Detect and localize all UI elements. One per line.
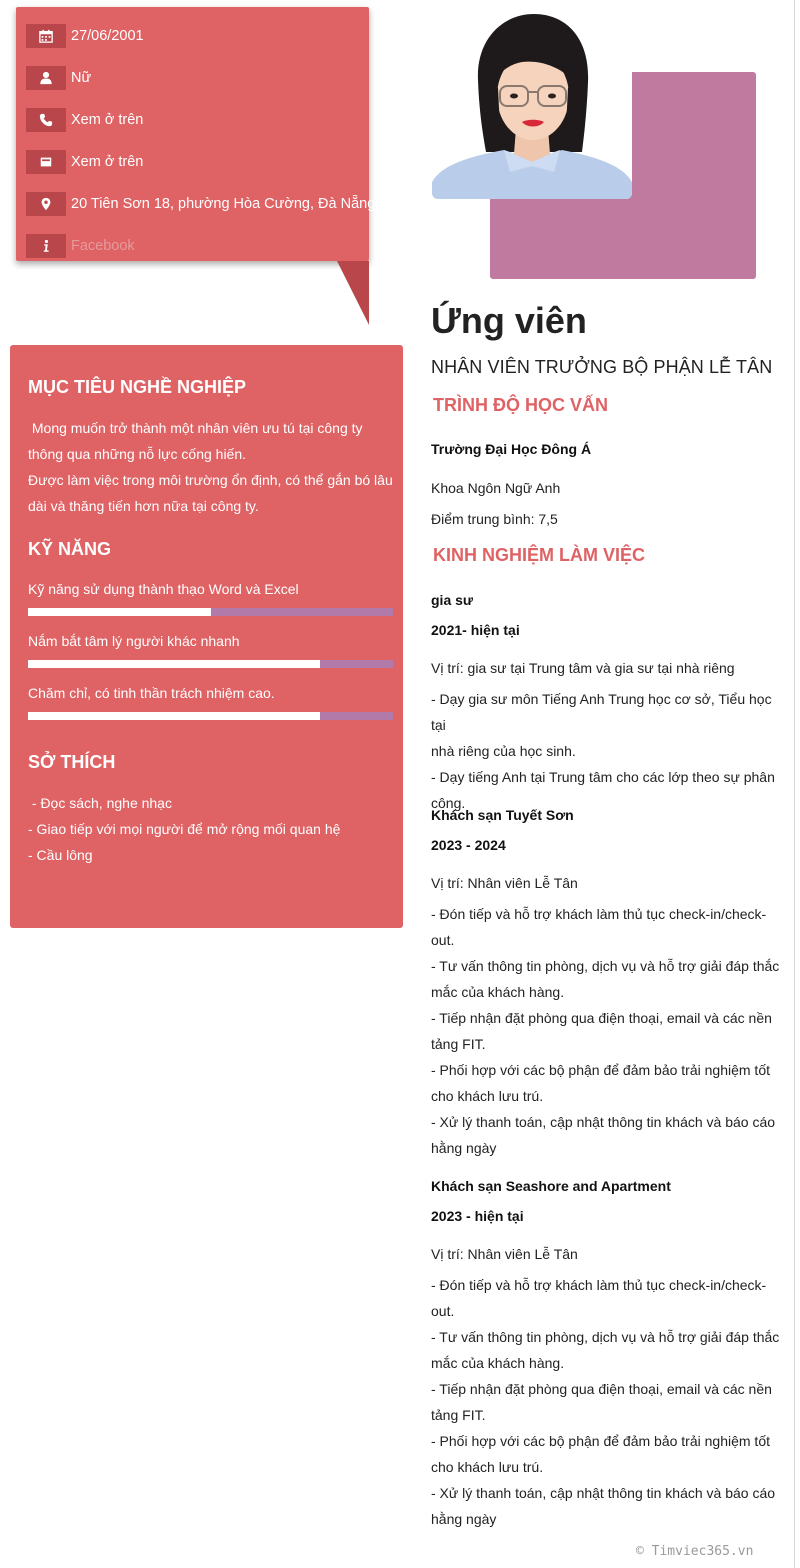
job-desc-line: mắc của khách hàng. — [431, 984, 565, 1000]
education-major: Khoa Ngôn Ngữ Anh — [431, 480, 561, 496]
candidate-name: Ứng viên — [431, 300, 587, 341]
job-desc-line: - Tư vấn thông tin phòng, dịch vụ và hỗ trợ giải đáp thắc — [431, 958, 780, 974]
job-period: 2023 - 2024 — [431, 837, 506, 853]
skill-fill — [28, 660, 320, 668]
contact-address: 20 Tiên Sơn 18, phường Hòa Cường, Đà Nẵng — [71, 196, 376, 212]
contact-address-row — [26, 191, 375, 217]
job-period: 2023 - hiện tại — [431, 1208, 524, 1224]
job-period: 2021- hiện tại — [431, 622, 520, 638]
hobby-line: - Cầu lông — [28, 847, 93, 863]
job-description — [431, 901, 781, 1161]
job-desc-line: - Đón tiếp và hỗ trợ khách làm thủ tục check-in/check- — [431, 906, 767, 922]
objective-title: MỤC TIÊU NGHỀ NGHIỆP — [28, 377, 247, 397]
experience-title: KINH NGHIỆM LÀM VIỆC — [433, 545, 646, 565]
job-desc-line: hằng ngày — [431, 1511, 497, 1527]
job-desc-line: - Phối hợp với các bộ phận để đảm bảo trải nghiệm tốt — [431, 1062, 771, 1078]
skill-bar — [28, 712, 393, 720]
job-desc-line: tảng FIT. — [431, 1407, 486, 1423]
job-desc-line: - Tiếp nhận đặt phòng qua điện thoại, email và các nền — [431, 1381, 772, 1397]
job-role: Vị trí: Nhân viên Lễ Tân — [431, 1246, 578, 1262]
watermark: © Timviec365.vn — [636, 1544, 754, 1559]
facebook-link[interactable]: Facebook — [71, 238, 135, 254]
hobbies-text — [28, 790, 393, 868]
job-role: Vị trí: Nhân viên Lễ Tân — [431, 875, 578, 891]
job-desc-line: cho khách lưu trú. — [431, 1088, 544, 1104]
job-desc-line: - Phối hợp với các bộ phận để đảm bảo trải nghiệm tốt — [431, 1433, 771, 1449]
hobbies-title: SỞ THÍCH — [28, 752, 116, 772]
skill-bar — [28, 608, 393, 616]
job-desc-line: out. — [431, 932, 455, 948]
job-desc-line: công. — [431, 795, 466, 811]
education-school: Trường Đại Học Đông Á — [431, 441, 592, 457]
job-company: Khách sạn Tuyết Sơn — [431, 807, 574, 823]
hobby-line: - Giao tiếp với mọi người để mở rộng mối quan hệ — [28, 821, 341, 837]
job-desc-line: mắc của khách hàng. — [431, 1355, 565, 1371]
job-desc-line: cho khách lưu trú. — [431, 1459, 544, 1475]
job-desc-line: tảng FIT. — [431, 1036, 486, 1052]
contact-ribbon — [337, 261, 369, 325]
job-desc-line: - Đón tiếp và hỗ trợ khách làm thủ tục check-in/check- — [431, 1277, 767, 1293]
contact-box — [16, 7, 376, 261]
objective-line: Được làm việc trong môi trường ổn định, có thể gắn bó lâu — [28, 472, 393, 488]
job-company: gia sư — [431, 592, 474, 608]
user-icon — [26, 66, 66, 90]
job-role: Vị trí: gia sư tại Trung tâm và gia sư tại nhà riêng — [431, 660, 735, 676]
job-description — [431, 686, 781, 816]
skill-bar — [28, 660, 393, 668]
envelope-icon — [26, 150, 66, 174]
job-desc-line: - Xử lý thanh toán, cập nhật thông tin khách và báo cáo — [431, 1485, 776, 1501]
candidate-position: NHÂN VIÊN TRƯỞNG BỘ PHẬN LỄ TÂN — [431, 357, 773, 377]
page-edge — [794, 0, 795, 1568]
contact-birthday-row — [26, 23, 144, 49]
contact-email-row — [26, 149, 143, 175]
contact-facebook-row — [26, 233, 135, 259]
map-marker-icon — [26, 192, 66, 216]
contact-gender: Nữ — [71, 70, 92, 86]
left-card — [10, 345, 403, 928]
skill-label: Chăm chỉ, có tinh thần trách nhiệm cao. — [28, 685, 275, 701]
contact-phone-row — [26, 107, 143, 133]
education-gpa: Điểm trung bình: 7,5 — [431, 511, 558, 527]
phone-icon — [26, 108, 66, 132]
job-desc-line: hằng ngày — [431, 1140, 497, 1156]
job-description — [431, 1272, 781, 1532]
objective-line: dài và thăng tiến hơn nữa tại công ty. — [28, 498, 259, 514]
contact-email: Xem ở trên — [71, 154, 144, 170]
objective-line: Mong muốn trở thành một nhân viên ưu tú tại công ty — [28, 420, 363, 436]
contact-gender-row — [26, 65, 91, 91]
job-desc-line: - Xử lý thanh toán, cập nhật thông tin khách và báo cáo — [431, 1114, 776, 1130]
education-title: TRÌNH ĐỘ HỌC VẤN — [433, 395, 608, 415]
job-desc-line: - Tiếp nhận đặt phòng qua điện thoại, email và các nền — [431, 1010, 772, 1026]
contact-phone: Xem ở trên — [71, 112, 144, 128]
job-desc-line: - Dạy tiếng Anh tại Trung tâm cho các lớp theo sự phân — [431, 769, 775, 785]
profile-photo — [432, 10, 632, 199]
skill-fill — [28, 712, 320, 720]
contact-birthday: 27/06/2001 — [71, 28, 144, 44]
job-desc-line: out. — [431, 1303, 455, 1319]
info-icon — [26, 234, 66, 258]
job-desc-line: - Dạy gia sư môn Tiếng Anh Trung học cơ sở, Tiểu học tại — [431, 691, 772, 733]
job-desc-line: nhà riêng của học sinh. — [431, 743, 576, 759]
skill-label: Kỹ năng sử dụng thành thạo Word và Excel — [28, 581, 299, 597]
hobby-line: - Đọc sách, nghe nhạc — [28, 795, 172, 811]
skill-fill — [28, 608, 211, 616]
job-company: Khách sạn Seashore and Apartment — [431, 1178, 671, 1194]
job-desc-line: - Tư vấn thông tin phòng, dịch vụ và hỗ trợ giải đáp thắc — [431, 1329, 780, 1345]
objective-text — [28, 415, 393, 519]
objective-line: thông qua những nỗ lực cống hiến. — [28, 446, 247, 462]
calendar-icon — [26, 24, 66, 48]
skills-title: KỸ NĂNG — [28, 539, 112, 559]
skill-label: Nắm bắt tâm lý người khác nhanh — [28, 633, 240, 649]
